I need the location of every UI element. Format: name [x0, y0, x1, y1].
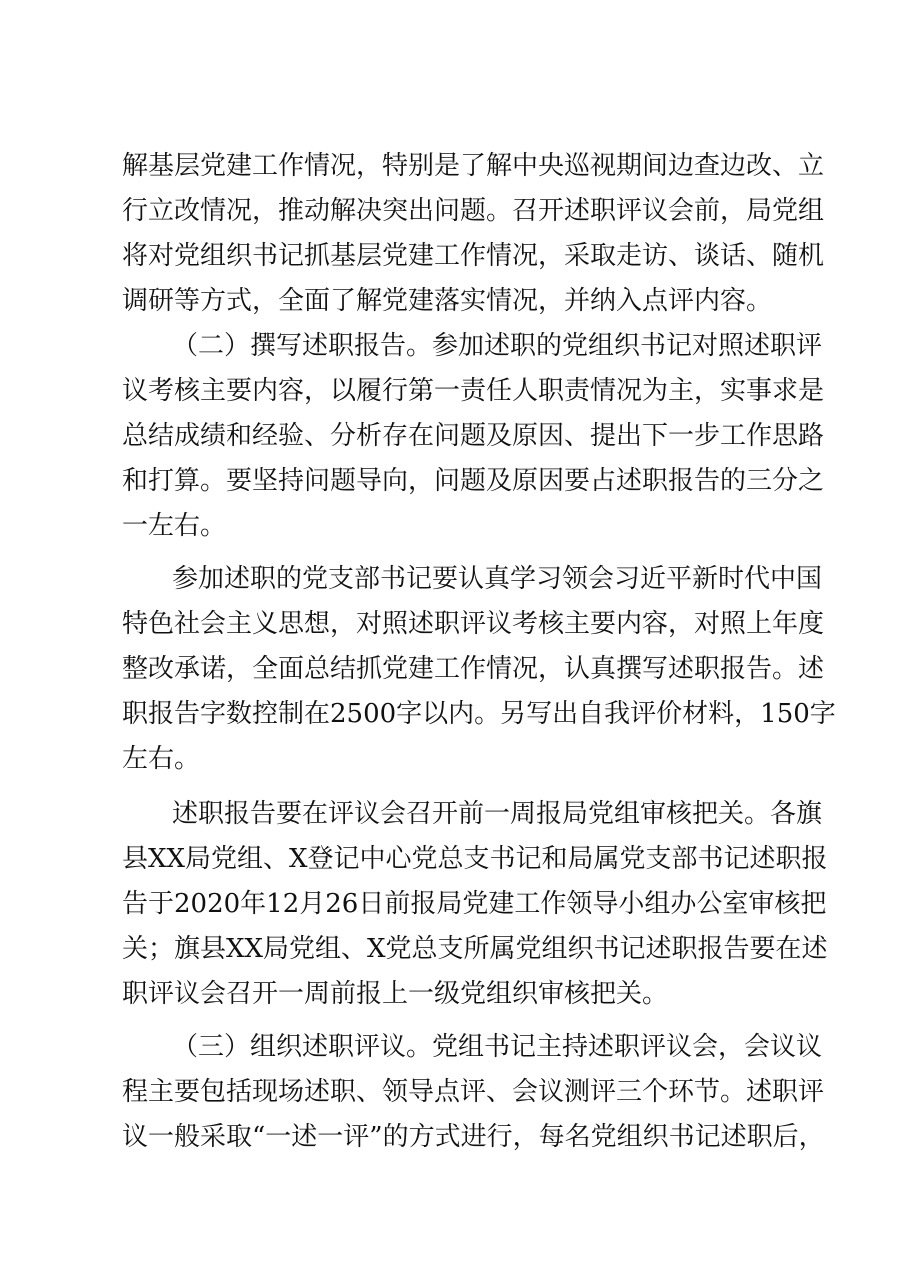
paragraph-line: 程主要包括现场述职、领导点评、会议测评三个环节。述职评: [122, 1077, 825, 1107]
section-heading-line: （三）组织述职评议。党组书记主持述职评议会，会议议: [172, 1032, 823, 1062]
paragraph-line: 总结成绩和经验、分析存在问题及原因、提出下一步工作思路: [122, 421, 825, 451]
paragraph-line: 将对党组织书记抓基层党建工作情况，采取走访、谈话、随机: [122, 241, 825, 271]
paragraph-line: 议一般采取“一述一评”的方式进行，每名党组织书记述职后，: [122, 1122, 825, 1152]
paragraph-line: 和打算。要坚持问题导向，问题及原因要占述职报告的三分之: [122, 466, 825, 496]
paragraph-line: 参加述职的党支部书记要认真学习领会习近平新时代中国: [172, 564, 823, 594]
section-heading-line: （二）撰写述职报告。参加述职的党组织书记对照述职评: [172, 331, 823, 361]
paragraph-line: 职评议会召开一周前报上一级党组织审核把关。: [122, 979, 669, 1009]
paragraph-line: 述职报告要在评议会召开前一周报局党组审核把关。各旗: [172, 799, 823, 829]
paragraph-line: 县XX局党组、X登记中心党总支书记和局属党支部书记述职报: [122, 844, 828, 874]
paragraph-line: 关；旗县XX局党组、X党总支所属党组织书记述职报告要在述: [122, 934, 828, 964]
paragraph-line: 职报告字数控制在2500字以内。另写出自我评价材料，150字: [122, 699, 836, 729]
paragraph-line: 整改承诺，全面总结抓党建工作情况，认真撰写述职报告。述: [122, 654, 825, 684]
paragraph-line: 一左右。: [122, 511, 227, 541]
paragraph-line: 行立改情况，推动解决突出问题。召开述职评议会前，局党组: [122, 196, 825, 226]
paragraph-line: 左右。: [122, 744, 201, 774]
paragraph-line: 解基层党建工作情况，特别是了解中央巡视期间边查边改、立: [122, 151, 825, 181]
paragraph-line: 告于2020年12月26日前报局党建工作领导小组办公室审核把: [122, 889, 827, 919]
paragraph-line: 特色社会主义思想，对照述职评议考核主要内容，对照上年度: [122, 609, 825, 639]
paragraph-line: 议考核主要内容，以履行第一责任人职责情况为主，实事求是: [122, 376, 825, 406]
paragraph-line: 调研等方式，全面了解党建落实情况，并纳入点评内容。: [122, 286, 773, 316]
